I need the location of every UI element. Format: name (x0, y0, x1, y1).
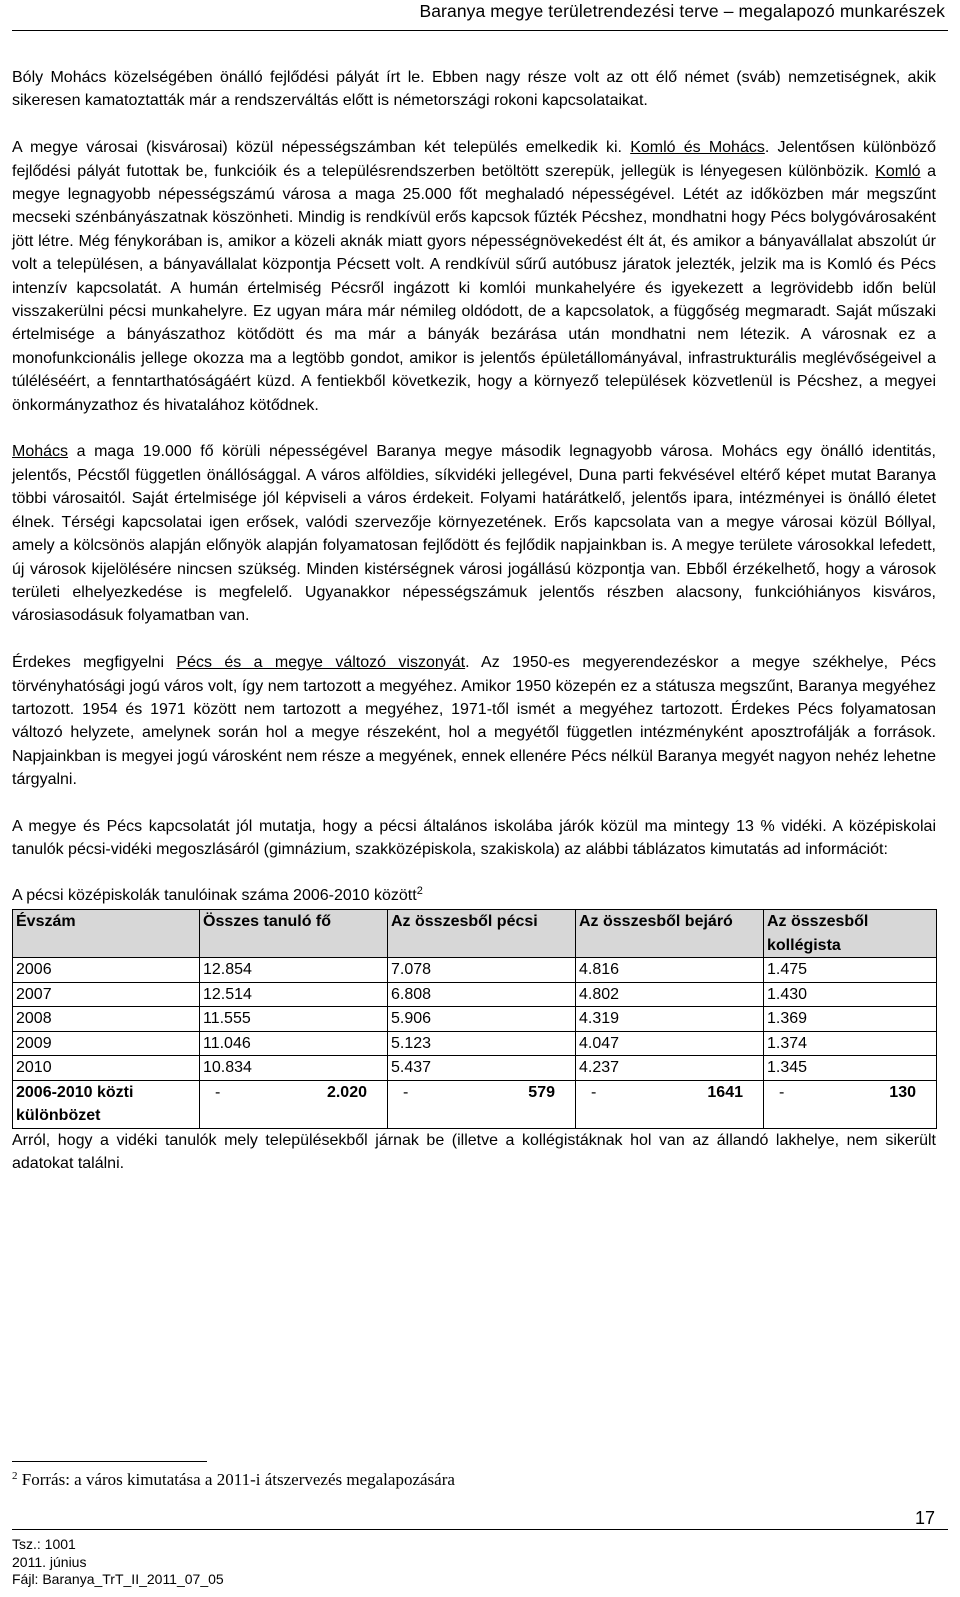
footer-divider (12, 1529, 948, 1530)
page-number: 17 (914, 1508, 935, 1528)
header-cell-year: Évszám (13, 910, 200, 958)
underlined-komlo: Komló (875, 162, 921, 180)
paragraph-boly: Bóly Mohács közelségében önálló fejlődési pályát írt le. Ebben nagy része volt az ott élő német (sváb) nemzetiségnek, akik sikeresen kamatoztatták már a rendszerváltás előtt is németországi rokoni kapcsolataikat. (12, 69, 936, 110)
table-row: 2010 10.834 5.437 4.237 1.345 (13, 1056, 937, 1081)
footer-date: 2011. június (12, 1553, 87, 1570)
table-row: 2007 12.514 6.808 4.802 1.430 (13, 982, 937, 1007)
paragraph-no-data: Arról, hogy a vidéki tanulók mely településekből járnak be (illetve a kollégistáknak hol van az állandó lakhelye, nem sikerült adatokat találni. (12, 1131, 936, 1173)
header-cell-pecs: Az összesből pécsi (388, 910, 576, 958)
header-cell-commuter: Az összesből bejáró (576, 910, 764, 958)
page-header (12, 0, 948, 31)
document-body (12, 66, 936, 1199)
header-cell-dormitory: Az összesből kollégista (764, 910, 937, 958)
footnote-divider (12, 1461, 207, 1462)
difference-label: 2006-2010 közti különbözet (13, 1080, 200, 1128)
table-row: 2006 12.854 7.078 4.816 1.475 (13, 958, 937, 983)
footer-filename: Fájl: Baranya_TrT_II_2011_07_05 (12, 1571, 224, 1587)
header-cell-total: Összes tanuló fő (200, 910, 388, 958)
students-table (12, 909, 937, 1129)
paragraph-komlo: A megye városai (kisvárosai) közül népességszámban két település emelkedik ki. Komló és Mohács. Jelentősen különböző fejlődési pályát futottak be, funkcióik és a településrendszerben betöltött szerepük, jellegük is lényegesen különbözik. Komló a megye legnagyobb népességszámú városa a maga 25.000 főt meghaladó népességével. Létét az időközben már megszűnt mecseki szénbányászatnak köszönheti. Mindig is rendkívül erős kapcsok fűzték Pécshez, mondhatni hogy Pécs bolygóvárosaként jött létre. Még fénykorában is, amikor a közeli aknák miatt gyors népességnövekedést élt át, és amikor a bányavállalat abszolút úr volt a településen, a bányavállalat központja Pécsett volt. A rendkívül sűrű autóbusz járatok jelezték, jelzik ma is Komló és Pécs intenzív kapcsolatát. A humán értelmiség Pécsről ingázott ki komlói munkahelyére és igyekezett a legrövidebb időn belül visszakerülni pécsi munkahelyre. Ez ugyan mára már némileg oldódott, de a kapcsolatok, a függőség megmaradt. Saját műszaki értelmisége a bányászathoz kötődött és ma már a bányák bezárása után mondhatni nem létezik. A városnak ez a monofunkcionális jellege okozza ma a legtöbb gondot, amikor is jelentős épületállományával, infrastrukturális meglévőségeivel a túléléséért, a fenntarthatóságáért küzd. A fentiekből következik, hogy a környező települések közvetlenül is Pécshez, a megyei önkormányzathoz és hivatalához kötődnek. (12, 139, 937, 414)
underlined-komlo-mohacs: Komló és Mohács (630, 139, 765, 157)
page-footer (12, 1536, 224, 1589)
table-difference-row: 2006-2010 közti különbözet - 2.020 - 579 - 1641 - 130 (13, 1080, 937, 1128)
table-row: 2008 11.555 5.906 4.319 1.369 (13, 1007, 937, 1032)
paragraph-pecs: Érdekes megfigyelni Pécs és a megye változó viszonyát. Az 1950-es megyerendezéskor a megye székhelye, Pécs törvényhatósági jogú város volt, így nem tartozott a megyéhez. Amikor 1950 közepén ez a státusza megszűnt, Baranya megyéhez tartozott. 1954 és 1971 között nem tartozott a megyéhez, 1971-től ismét a megyéhez tartozott. Érdekes Pécs folyamatosan változó helyzete, amelynek során hol a megye részeként, hol a megyétől független intézményként aposztrofálják a források. Napjainkban is megyei jogú városként nem része a megyének, ennek ellenére Pécs nélkül Baranya megyét nagyon nehéz lehetne tárgyalni. (12, 654, 937, 789)
footnote-reference: 2 (416, 885, 423, 898)
footnote: $^2$ Forrás: a város kimutatása a 2011-i átszervezés megalapozására (12, 1470, 455, 1489)
header-title: Baranya megye területrendezési terve – megalapozó munkarészek (419, 1, 945, 21)
underlined-pecs-viszony: Pécs és a megye változó viszonyát (176, 654, 466, 672)
paragraph-students: A megye és Pécs kapcsolatát jól mutatja, hogy a pécsi általános iskolába járók közül ma mintegy 13 % vidéki. A középiskolai tanulók pécsi-vidéki megoszlásáról (gimnázium, szakközépiskola, szakiskola) az alábbi táblázatos kimutatás ad információt: (12, 817, 936, 859)
underlined-mohacs: Mohács (12, 443, 69, 461)
table-caption: A pécsi középiskolák tanulóinak száma 2006-2010 között$^2$ (12, 885, 423, 905)
paragraph-mohacs: Mohács a maga 19.000 fő körüli népességével Baranya megye második legnagyobb városa. Mohács egy önálló identitás, jelentős, Pécstől független önállósággal. A város alföldies, síkvidéki jellegével, Duna parti fekvésével eltérő képet mutat Baranya többi városaitól. Saját értelmisége jól képviseli a város érdekeit. Folyami határátkelő, jelentős ipara, intézményei is önálló életet élnek. Térségi kapcsolatai igen erősek, valódi szervezője környezetének. Erős kapcsolata van a megye városai közül Bóllyal, amely a kölcsönös alapján előnyök alapján folyamatosan fejlődött és fejlődik napjainkban is. A megye területe városokkal lefedett, új városok kijelölésére nincsen szükség. Minden kistérségnek városi jogállású központja van. Ebből érzékelhető, hogy a városok területi elhelyezkedése is megfelelő. Ugyanakkor népességszámuk jelentős részben alacsony, funkcióhiányos kisváros, városiasodásuk folyamatban van. (12, 443, 936, 625)
table-row: 2009 11.046 5.123 4.047 1.374 (13, 1031, 937, 1056)
table-header-row (13, 910, 937, 958)
footer-contract-number: Tsz.: 1001 (12, 1536, 76, 1552)
